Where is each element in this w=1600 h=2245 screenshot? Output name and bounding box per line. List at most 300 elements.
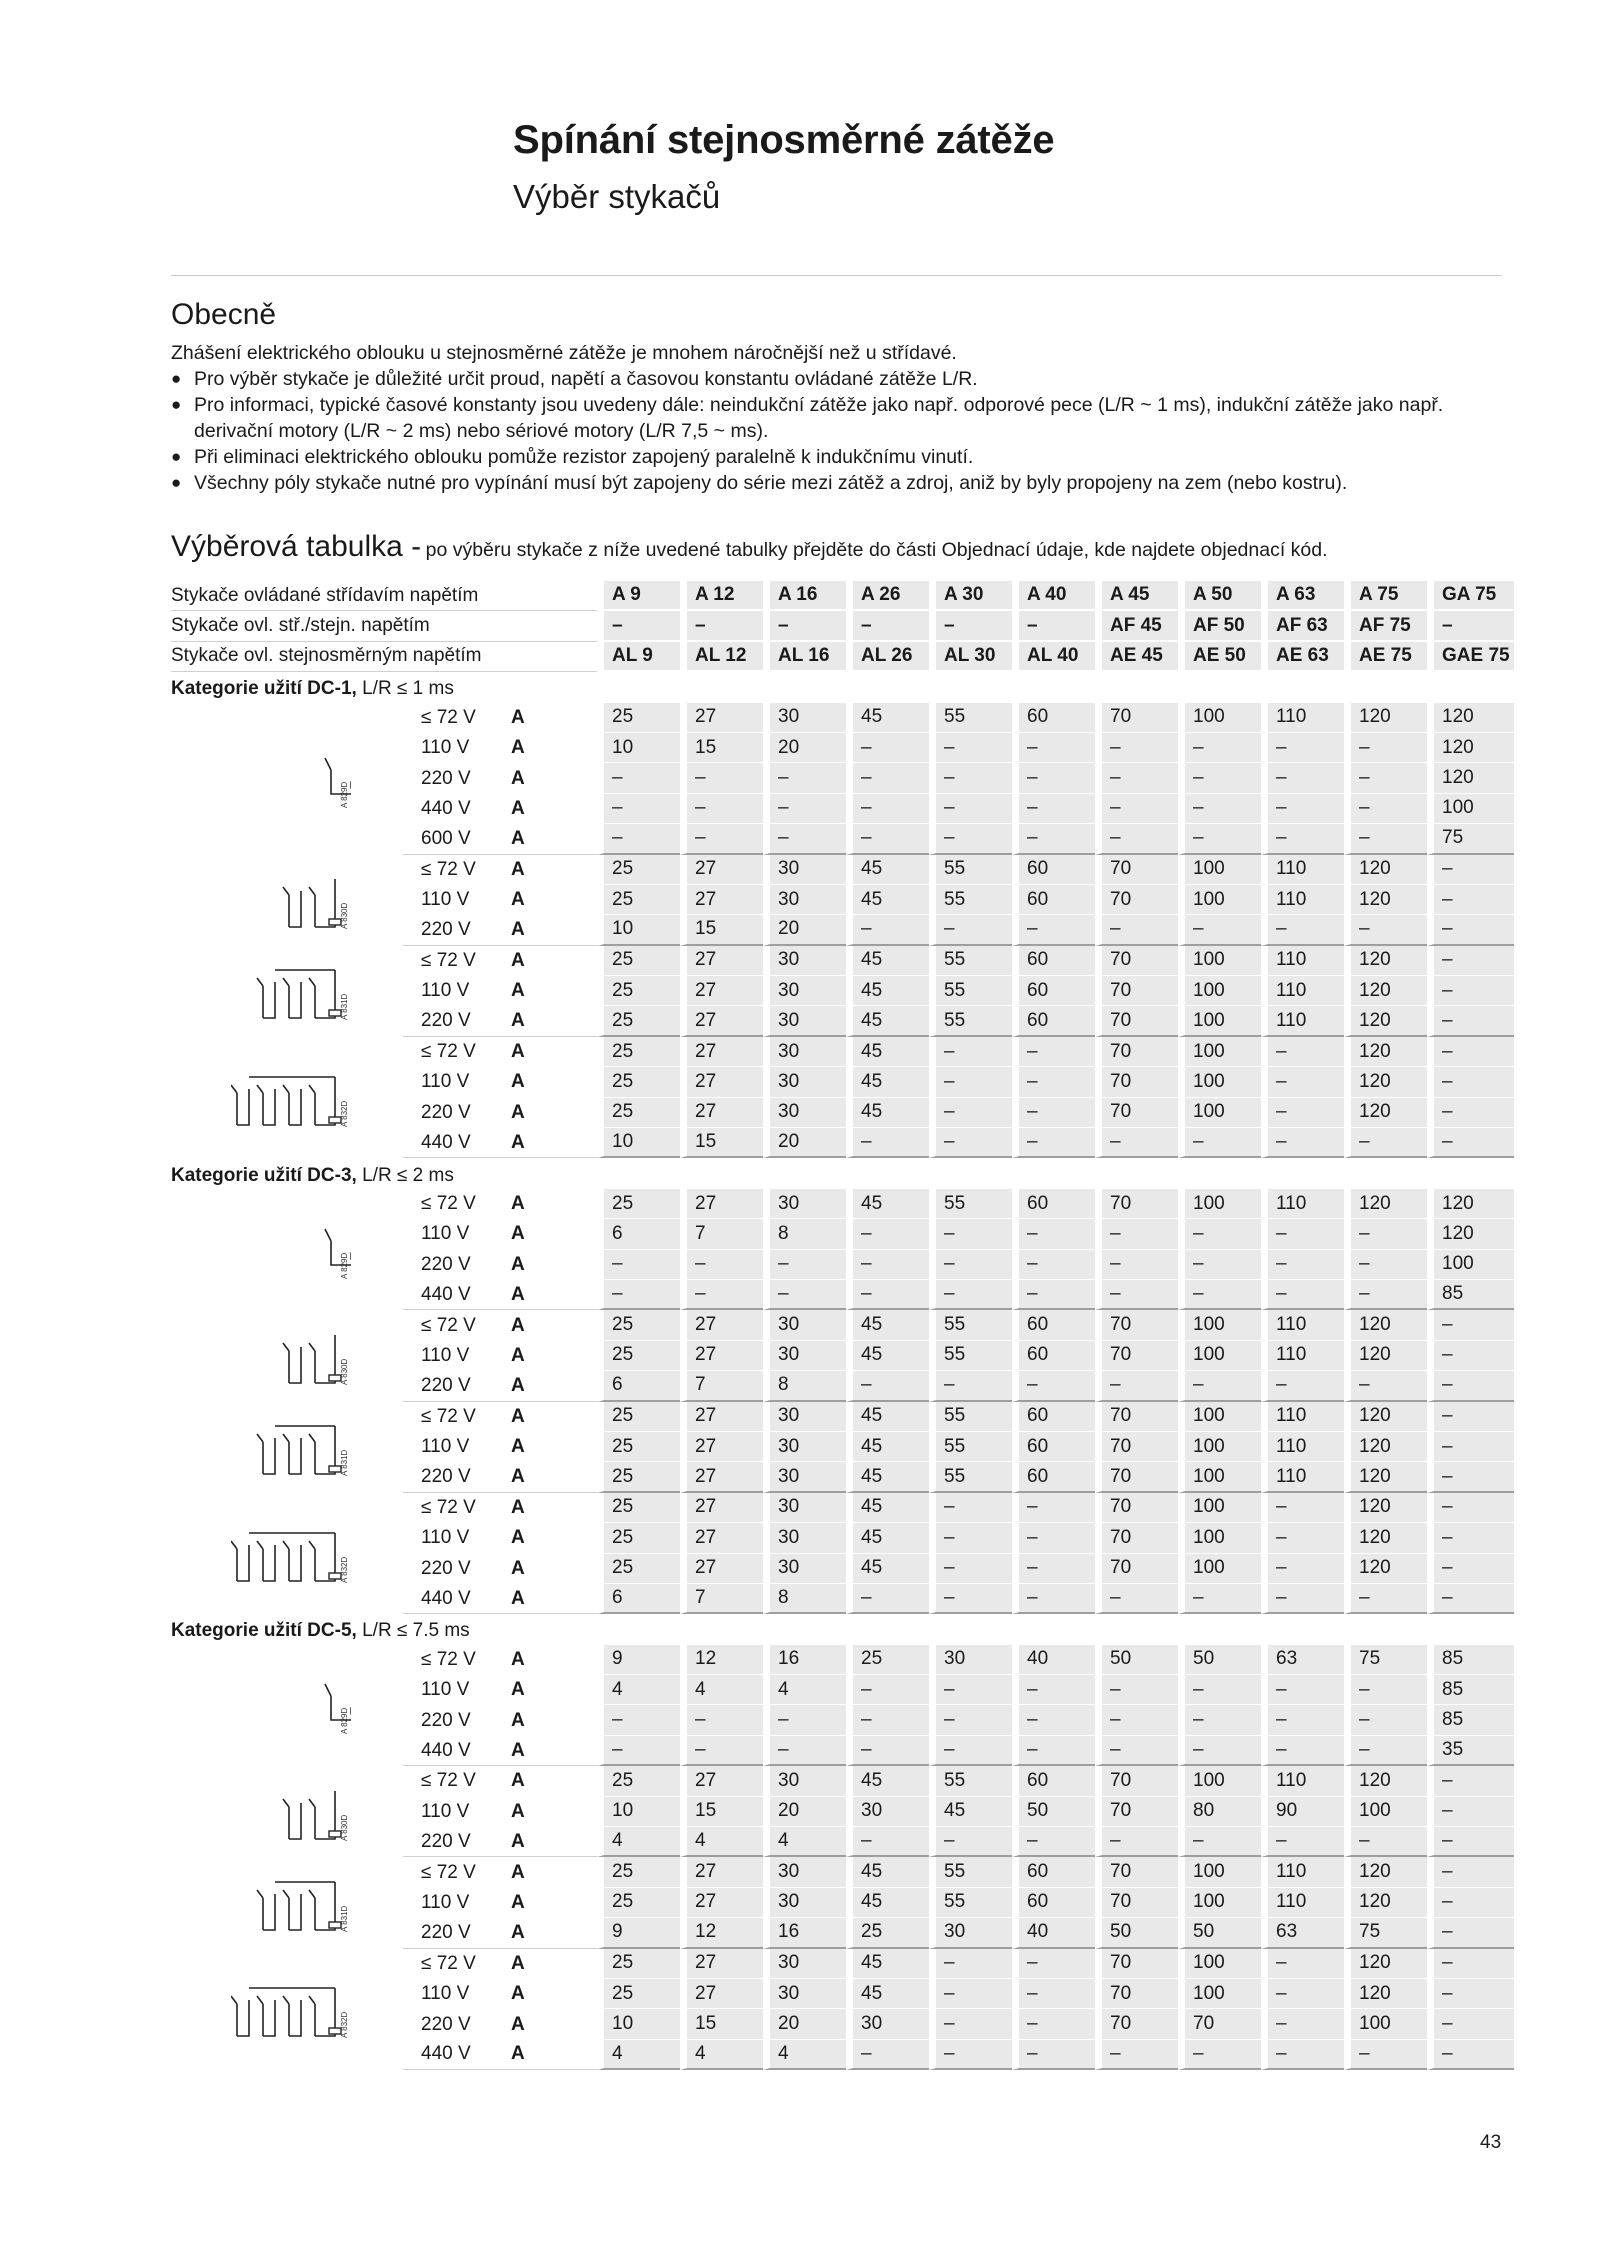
current-value-cell: – <box>1261 1979 1344 2009</box>
contactor-type-cell: AF 63 <box>1261 611 1344 641</box>
current-value-cell: 110 <box>1261 1888 1344 1918</box>
current-value-cell: 110 <box>1261 1189 1344 1219</box>
current-value-cell: 110 <box>1261 1857 1344 1887</box>
contactor-type-cell: A 12 <box>680 581 763 611</box>
header-row <box>171 581 1514 611</box>
current-value-cell: 4 <box>680 2040 763 2070</box>
current-value-cell: – <box>1427 1766 1514 1796</box>
current-value-cell: – <box>929 1037 1012 1067</box>
current-value-cell: – <box>1095 1736 1178 1766</box>
current-value-cell: – <box>1344 794 1427 824</box>
current-value-cell: – <box>929 1128 1012 1158</box>
current-value-cell: – <box>680 824 763 854</box>
figure-code: A 831D <box>340 994 349 1021</box>
current-value-cell: 45 <box>846 1766 929 1796</box>
current-value-cell: 60 <box>1012 1766 1095 1796</box>
circuit-lines <box>231 1533 335 1581</box>
voltage-cell: ≤ 72 V <box>421 706 476 728</box>
current-value-cell: 30 <box>763 1067 846 1097</box>
current-value-cell: 120 <box>1344 1462 1427 1492</box>
figure-code: A 832D <box>340 1556 349 1583</box>
current-value-cell: 55 <box>929 1189 1012 1219</box>
current-value-cell: – <box>1427 915 1514 945</box>
unit-cell: A <box>511 1770 525 1792</box>
current-value-cell: – <box>846 1584 929 1614</box>
bullet-item <box>171 470 1511 496</box>
current-value-cell: 60 <box>1012 946 1095 976</box>
current-value-cell: 12 <box>680 1645 763 1675</box>
voltage-cell: ≤ 72 V <box>421 1648 476 1670</box>
current-value-cell: – <box>1344 1827 1427 1857</box>
current-value-cell: 7 <box>680 1584 763 1614</box>
current-value-cell: 110 <box>1261 1462 1344 1492</box>
unit-cell: A <box>498 1918 597 1948</box>
voltage-cell: 440 V <box>403 2040 498 2070</box>
current-value-cell: 63 <box>1261 1918 1344 1948</box>
current-value-cell: 27 <box>680 885 763 915</box>
current-value-cell: – <box>1178 2040 1261 2070</box>
current-value-cell: 70 <box>1095 946 1178 976</box>
current-value-cell: 45 <box>846 1341 929 1371</box>
current-value-cell: 110 <box>1261 1766 1344 1796</box>
unit-cell: A <box>511 1496 525 1518</box>
current-value-cell: 120 <box>1344 1493 1427 1523</box>
voltage-cell: 440 V <box>421 797 471 819</box>
current-value-cell: 4 <box>763 2040 846 2070</box>
current-value-cell: 120 <box>1344 1766 1427 1796</box>
current-value-cell: 45 <box>846 703 929 733</box>
unit-cell: A <box>498 1736 597 1766</box>
current-value-cell: 25 <box>597 1067 680 1097</box>
unit-cell: A <box>498 824 597 854</box>
unit-cell: A <box>511 949 525 971</box>
current-value-cell: 4 <box>763 1827 846 1857</box>
unit-cell: A <box>498 1128 597 1158</box>
current-value-cell: 27 <box>680 1493 763 1523</box>
bullet-item <box>171 366 1511 392</box>
current-value-cell: – <box>1427 1584 1514 1614</box>
current-value-cell: – <box>846 824 929 854</box>
current-value-cell: 25 <box>597 1006 680 1036</box>
current-value-cell: 70 <box>1095 1067 1178 1097</box>
current-value-cell: 30 <box>763 855 846 885</box>
current-value-cell: 45 <box>846 946 929 976</box>
current-value-cell: 120 <box>1344 855 1427 885</box>
current-value-cell: 10 <box>597 915 680 945</box>
figure-code: A 830D <box>340 1814 349 1841</box>
current-value-cell: 60 <box>1012 1857 1095 1887</box>
current-value-cell: 70 <box>1095 1189 1178 1219</box>
current-value-cell: 55 <box>929 1310 1012 1340</box>
contactor-type-cell: AE 45 <box>1095 642 1178 672</box>
current-value-cell: – <box>1178 1675 1261 1705</box>
current-value-cell: – <box>1012 1949 1095 1979</box>
voltage-cell: 110 V <box>421 1800 470 1822</box>
current-value-cell: 60 <box>1012 855 1095 885</box>
current-value-cell: – <box>846 915 929 945</box>
current-value-cell: – <box>1095 1371 1178 1401</box>
voltage-cell: 110 V <box>421 1527 470 1549</box>
current-value-cell: – <box>929 1949 1012 1979</box>
current-value-cell: 27 <box>680 1310 763 1340</box>
bullet-text: Pro výběr stykače je důležité určit proud, napětí a časovou konstantu ovládané zátěže L/R. <box>194 368 978 390</box>
contactor-type-cell: GAE 75 <box>1427 642 1514 672</box>
current-value-cell: – <box>929 1554 1012 1584</box>
current-value-cell: 55 <box>929 1006 1012 1036</box>
current-value-cell: 70 <box>1095 1888 1178 1918</box>
current-value-cell: 25 <box>597 1341 680 1371</box>
current-value-cell: – <box>1095 763 1178 793</box>
voltage-cell: 220 V <box>421 2013 471 2035</box>
current-value-cell: 45 <box>846 976 929 1006</box>
current-value-cell: 100 <box>1427 1250 1514 1280</box>
category-title <box>171 1614 1514 1644</box>
current-value-cell: 120 <box>1344 1949 1427 1979</box>
contactor-type-cell: AL 9 <box>597 642 680 672</box>
current-value-cell: 30 <box>763 1523 846 1553</box>
current-value-cell: 10 <box>597 1797 680 1827</box>
current-value-cell: 30 <box>763 1037 846 1067</box>
current-value-cell: – <box>929 1098 1012 1128</box>
voltage-cell: ≤ 72 V <box>421 1041 476 1063</box>
current-value-cell: – <box>929 1827 1012 1857</box>
current-value-cell: 120 <box>1427 1189 1514 1219</box>
current-value-cell: 4 <box>597 2040 680 2070</box>
current-value-cell: – <box>1427 946 1514 976</box>
current-value-cell: – <box>763 794 846 824</box>
unit-cell: A <box>511 1101 525 1123</box>
figure-code: A 831D <box>340 1905 349 1932</box>
voltage-cell: 440 V <box>403 1128 498 1158</box>
current-value-cell: – <box>929 1736 1012 1766</box>
bullet-item <box>171 444 1511 470</box>
current-value-cell: – <box>1261 2009 1344 2039</box>
current-value-cell: 25 <box>597 1310 680 1340</box>
unit-cell: A <box>511 1952 525 1974</box>
voltage-cell: 110 V <box>421 737 470 759</box>
current-value-cell: – <box>1344 1280 1427 1310</box>
current-value-cell: 30 <box>929 1645 1012 1675</box>
current-value-cell: 70 <box>1095 1006 1178 1036</box>
current-value-cell: – <box>846 1280 929 1310</box>
current-value-cell: – <box>763 1736 846 1766</box>
current-value-cell: – <box>1178 1280 1261 1310</box>
current-value-cell: 25 <box>597 1979 680 2009</box>
current-value-cell: – <box>1261 1037 1344 1067</box>
current-value-cell: 100 <box>1178 1523 1261 1553</box>
current-value-cell: 25 <box>597 1493 680 1523</box>
current-value-cell: 110 <box>1261 946 1344 976</box>
current-value-cell: – <box>680 763 763 793</box>
current-value-cell: 20 <box>763 733 846 763</box>
current-value-cell: 45 <box>846 1493 929 1523</box>
voltage-cell: 600 V <box>403 824 498 854</box>
current-value-cell: 30 <box>846 1797 929 1827</box>
current-value-cell: 27 <box>680 976 763 1006</box>
voltage-cell: 220 V <box>421 1557 471 1579</box>
current-value-cell: 100 <box>1178 1310 1261 1340</box>
current-value-cell: 25 <box>597 1888 680 1918</box>
unit-cell: A <box>498 1462 597 1492</box>
current-value-cell: – <box>597 1736 680 1766</box>
current-value-cell: – <box>1427 1918 1514 1948</box>
current-value-cell: 70 <box>1095 855 1178 885</box>
current-value-cell: 30 <box>763 703 846 733</box>
current-value-cell: – <box>763 1705 846 1735</box>
current-value-cell: – <box>1427 1371 1514 1401</box>
current-value-cell: – <box>929 763 1012 793</box>
current-value-cell: 4 <box>680 1827 763 1857</box>
current-value-cell: – <box>1012 915 1095 945</box>
current-value-cell: 63 <box>1261 1645 1344 1675</box>
current-value-cell: 110 <box>1261 1341 1344 1371</box>
current-value-cell: 110 <box>1261 855 1344 885</box>
current-value-cell: 60 <box>1012 976 1095 1006</box>
current-value-cell: – <box>846 763 929 793</box>
current-value-cell: 120 <box>1344 885 1427 915</box>
current-value-cell: 25 <box>597 1462 680 1492</box>
current-value-cell: – <box>929 1979 1012 2009</box>
current-value-cell: 6 <box>597 1584 680 1614</box>
current-value-cell: 9 <box>597 1645 680 1675</box>
current-value-cell: 60 <box>1012 1189 1095 1219</box>
current-value-cell: 25 <box>597 1766 680 1796</box>
current-value-cell: 20 <box>763 1128 846 1158</box>
current-value-cell: – <box>929 1705 1012 1735</box>
current-value-cell: 100 <box>1344 2009 1427 2039</box>
figure-code: A 832D <box>340 1100 349 1127</box>
current-value-cell: 100 <box>1178 1098 1261 1128</box>
unit-cell: A <box>498 2040 597 2070</box>
current-value-cell: – <box>1261 1554 1344 1584</box>
table-row <box>171 1402 1514 1432</box>
current-value-cell: 55 <box>929 855 1012 885</box>
circuit-lines <box>231 1988 335 2036</box>
current-value-cell: – <box>1427 1979 1514 2009</box>
page-title: Spínání stejnosměrné zátěže <box>513 118 1055 162</box>
category-row <box>171 1614 1514 1644</box>
current-value-cell: – <box>1012 824 1095 854</box>
current-value-cell: 55 <box>929 885 1012 915</box>
current-value-cell: – <box>846 1705 929 1735</box>
current-value-cell: – <box>680 1705 763 1735</box>
current-value-cell: – <box>1012 733 1095 763</box>
current-value-cell: 120 <box>1427 1219 1514 1249</box>
current-value-cell: 120 <box>1344 1402 1427 1432</box>
table-row <box>171 703 1514 733</box>
circuit-diagram-icon <box>231 1674 351 1736</box>
voltage-cell: 220 V <box>403 1918 498 1948</box>
current-value-cell: 45 <box>846 1310 929 1340</box>
current-value-cell: 40 <box>1012 1645 1095 1675</box>
current-value-cell: – <box>1344 1250 1427 1280</box>
current-value-cell: 30 <box>763 1006 846 1036</box>
current-value-cell: 120 <box>1344 1037 1427 1067</box>
contactor-type-cell: AL 30 <box>929 642 1012 672</box>
current-value-cell: 20 <box>763 915 846 945</box>
current-value-cell: – <box>1261 1705 1344 1735</box>
contactor-type-cell: – <box>929 611 1012 641</box>
unit-cell: A <box>511 1983 525 2005</box>
current-value-cell: – <box>1178 1250 1261 1280</box>
current-value-cell: 6 <box>597 1219 680 1249</box>
current-value-cell: – <box>1012 794 1095 824</box>
voltage-cell: 220 V <box>403 1827 498 1857</box>
current-value-cell: 70 <box>1095 2009 1178 2039</box>
contactor-type-cell: A 75 <box>1344 581 1427 611</box>
current-value-cell: 25 <box>597 1098 680 1128</box>
current-value-cell: 120 <box>1427 703 1514 733</box>
current-value-cell: 70 <box>1095 1493 1178 1523</box>
current-value-cell: 120 <box>1344 976 1427 1006</box>
current-value-cell: 27 <box>680 1006 763 1036</box>
category-row <box>171 1158 1514 1188</box>
contactor-type-cell: – <box>1427 611 1514 641</box>
unit-cell: A <box>511 1193 525 1214</box>
current-value-cell: 8 <box>763 1219 846 1249</box>
current-value-cell: – <box>1344 1584 1427 1614</box>
current-value-cell: 50 <box>1178 1645 1261 1675</box>
current-value-cell: – <box>1427 1797 1514 1827</box>
current-value-cell: – <box>1261 915 1344 945</box>
voltage-cell: 110 V <box>421 1344 470 1366</box>
current-value-cell: – <box>1344 763 1427 793</box>
contactor-type-cell: – <box>680 611 763 641</box>
current-value-cell: – <box>1344 1128 1427 1158</box>
current-value-cell: 80 <box>1178 1797 1261 1827</box>
current-value-cell: – <box>1427 1462 1514 1492</box>
voltage-cell: ≤ 72 V <box>421 1193 476 1214</box>
current-value-cell: 27 <box>680 1341 763 1371</box>
current-value-cell: 100 <box>1178 1067 1261 1097</box>
voltage-cell: 220 V <box>403 915 498 945</box>
current-value-cell: 30 <box>763 976 846 1006</box>
current-value-cell: 30 <box>763 1979 846 2009</box>
current-value-cell: 100 <box>1427 794 1514 824</box>
current-value-cell: 15 <box>680 915 763 945</box>
current-value-cell: – <box>1261 1067 1344 1097</box>
contactor-type-cell: AL 12 <box>680 642 763 672</box>
bullet-icon: ● <box>171 447 182 466</box>
current-value-cell: 120 <box>1344 1310 1427 1340</box>
current-value-cell: – <box>929 2009 1012 2039</box>
current-value-cell: – <box>846 794 929 824</box>
current-value-cell: 8 <box>763 1584 846 1614</box>
voltage-cell: ≤ 72 V <box>421 1314 476 1336</box>
current-value-cell: 27 <box>680 1523 763 1553</box>
current-value-cell: 30 <box>763 1949 846 1979</box>
current-value-cell: – <box>1012 1827 1095 1857</box>
current-value-cell: 55 <box>929 1888 1012 1918</box>
voltage-cell: ≤ 72 V <box>421 1496 476 1518</box>
current-value-cell: 27 <box>680 1098 763 1128</box>
current-value-cell: 60 <box>1012 1341 1095 1371</box>
current-value-cell: – <box>929 1280 1012 1310</box>
current-value-cell: – <box>1178 1128 1261 1158</box>
current-value-cell: 100 <box>1178 1402 1261 1432</box>
current-value-cell: – <box>1095 1584 1178 1614</box>
current-value-cell: – <box>1095 1128 1178 1158</box>
current-value-cell: 60 <box>1012 1310 1095 1340</box>
current-value-cell: – <box>1178 763 1261 793</box>
current-value-cell: – <box>1178 1705 1261 1735</box>
circuit-lines <box>257 1882 335 1930</box>
current-value-cell: 55 <box>929 1341 1012 1371</box>
current-value-cell: 27 <box>680 1857 763 1887</box>
circuit-diagram-icon <box>231 1978 351 2040</box>
current-value-cell: – <box>1427 2009 1514 2039</box>
header-row-label: Stykače ovládané střídavím napětím <box>171 581 597 611</box>
unit-cell: A <box>498 1827 597 1857</box>
current-value-cell: – <box>1261 763 1344 793</box>
general-intro: Zhášení elektrického oblouku u stejnosměrné zátěže je mnohem náročnější než u střídavé. <box>171 342 957 364</box>
current-value-cell: 10 <box>597 733 680 763</box>
contactor-type-cell: – <box>763 611 846 641</box>
current-value-cell: 70 <box>1095 1766 1178 1796</box>
current-value-cell: – <box>929 1584 1012 1614</box>
current-value-cell: 100 <box>1178 946 1261 976</box>
current-value-cell: 25 <box>597 885 680 915</box>
current-value-cell: – <box>597 1250 680 1280</box>
current-value-cell: 120 <box>1344 1098 1427 1128</box>
current-value-cell: 27 <box>680 1554 763 1584</box>
circuit-lines <box>283 879 335 927</box>
current-value-cell: – <box>1261 1584 1344 1614</box>
unit-cell: A <box>511 797 525 819</box>
current-value-cell: – <box>1178 915 1261 945</box>
table-row <box>171 1645 1514 1675</box>
voltage-cell: 440 V <box>403 1280 498 1310</box>
current-value-cell: 10 <box>597 2009 680 2039</box>
current-value-cell: 100 <box>1178 703 1261 733</box>
current-value-cell: 7 <box>680 1219 763 1249</box>
current-value-cell: 30 <box>763 1402 846 1432</box>
current-value-cell: 55 <box>929 1462 1012 1492</box>
current-value-cell: – <box>1427 885 1514 915</box>
circuit-diagram-cell <box>171 1949 403 2071</box>
figure-code: A 829D <box>340 1708 349 1735</box>
current-value-cell: – <box>1344 1371 1427 1401</box>
current-value-cell: 30 <box>846 2009 929 2039</box>
unit-cell: A <box>511 1436 525 1458</box>
current-value-cell: – <box>1261 1675 1344 1705</box>
current-value-cell: 30 <box>929 1918 1012 1948</box>
current-value-cell: – <box>1012 1523 1095 1553</box>
current-value-cell: 7 <box>680 1371 763 1401</box>
bullet-icon: ● <box>171 395 182 414</box>
unit-cell: A <box>511 1557 525 1579</box>
current-value-cell: 27 <box>680 1037 763 1067</box>
current-value-cell: – <box>846 1371 929 1401</box>
current-value-cell: 60 <box>1012 1402 1095 1432</box>
current-value-cell: 120 <box>1344 1341 1427 1371</box>
current-value-cell: 100 <box>1178 1888 1261 1918</box>
current-value-cell: 100 <box>1178 1432 1261 1462</box>
contactor-type-cell: AE 63 <box>1261 642 1344 672</box>
current-value-cell: 110 <box>1261 1006 1344 1036</box>
current-value-cell: – <box>1427 976 1514 1006</box>
category-title <box>171 672 1514 702</box>
current-value-cell: – <box>1095 794 1178 824</box>
current-value-cell: – <box>1427 1857 1514 1887</box>
current-value-cell: – <box>1427 1006 1514 1036</box>
current-value-cell: 25 <box>597 946 680 976</box>
current-value-cell: 120 <box>1427 733 1514 763</box>
current-value-cell: 70 <box>1095 1462 1178 1492</box>
current-value-cell: 55 <box>929 976 1012 1006</box>
current-value-cell: – <box>929 733 1012 763</box>
current-value-cell: 15 <box>680 733 763 763</box>
